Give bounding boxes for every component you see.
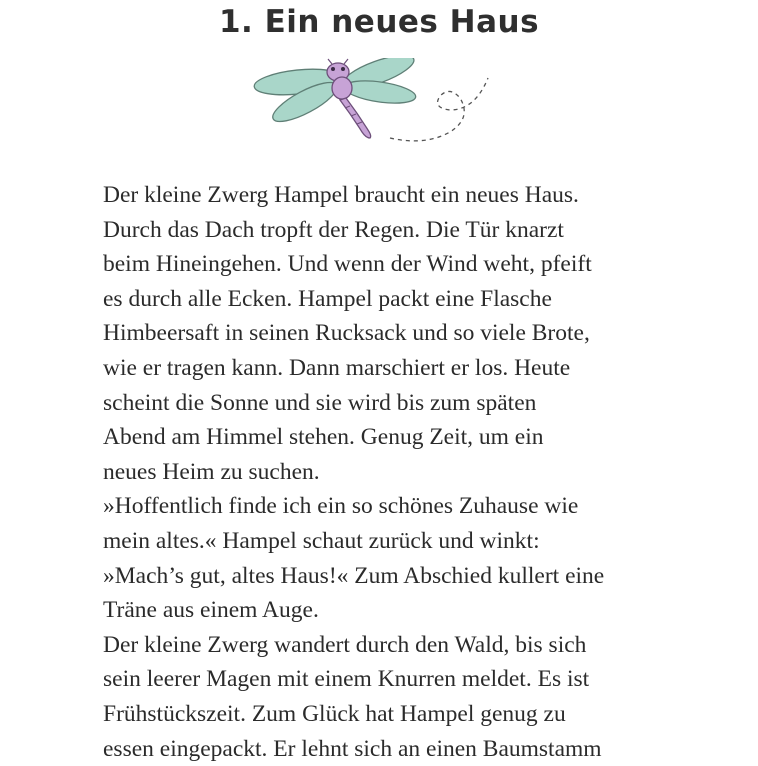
text-line: scheint die Sonne und sie wird bis zum späten [103, 386, 663, 421]
text-line: sein leerer Magen mit einem Knurren meldet. Es ist [103, 662, 663, 697]
dragonfly-thorax [332, 77, 352, 99]
text-line: »Hoffentlich finde ich ein so schönes Zuhause wie [103, 489, 663, 524]
text-line: Der kleine Zwerg wandert durch den Wald, bis sich [103, 628, 663, 663]
text-line: es durch alle Ecken. Hampel packt eine Flasche [103, 282, 663, 317]
text-line: Durch das Dach tropft der Regen. Die Tür knarzt [103, 213, 663, 248]
dragonfly-tail [340, 98, 371, 138]
story-text [103, 178, 663, 766]
text-line: Frühstückszeit. Zum Glück hat Hampel genug zu [103, 697, 663, 732]
text-line: essen eingepackt. Er lehnt sich an einen Baumstamm [103, 732, 663, 766]
text-line: mein altes.« Hampel schaut zurück und winkt: [103, 524, 663, 559]
text-line: Abend am Himmel stehen. Genug Zeit, um ein [103, 420, 663, 455]
chapter-title: 1. Ein neues Haus [0, 0, 758, 44]
dragonfly-icon [250, 58, 510, 158]
right-lower-wing [343, 77, 417, 107]
text-line: Himbeersaft in seinen Rucksack und so viele Brote, [103, 316, 663, 351]
text-line: wie er tragen kann. Dann marschiert er los. Heute [103, 351, 663, 386]
text-line: Träne aus einem Auge. [103, 593, 663, 628]
text-line: beim Hineingehen. Und wenn der Wind weht, pfeift [103, 247, 663, 282]
text-line: neues Heim zu suchen. [103, 455, 663, 490]
left-eye [331, 67, 335, 71]
text-line: Der kleine Zwerg Hampel braucht ein neues Haus. [103, 178, 663, 213]
right-eye [341, 67, 345, 71]
text-line: »Mach’s gut, altes Haus!« Zum Abschied kullert eine [103, 559, 663, 594]
